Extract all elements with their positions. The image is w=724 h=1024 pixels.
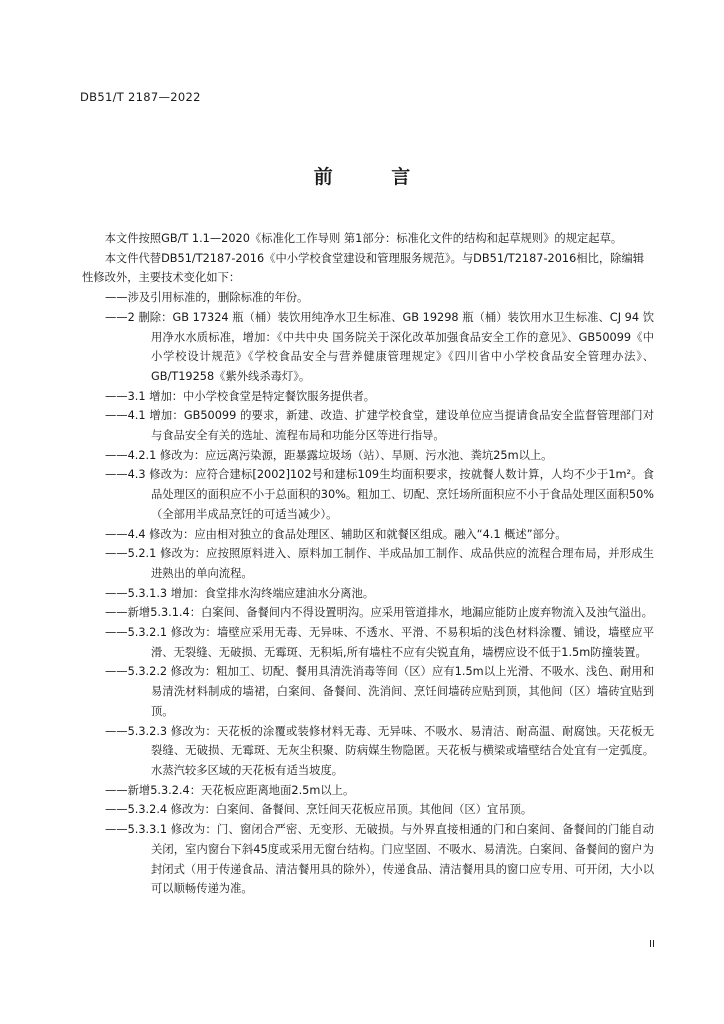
change-list-item: ——涉及引用标准的，删除标准的年份。 [105,291,309,305]
change-list-item: ——5.3.2.2 修改为：粗加工、切配、餐用具清洗消毒等间（区）应有1.5m以上光滑、不吸水、浅色、耐用和易清洗材料制成的墙裙，白案间、备餐间、洗消间、烹饪间墙砖应贴到顶，其他间（区）墙砖宜贴到顶。 [105,665,654,718]
preface-body [82,229,654,899]
document-code: DB51/T 2187—2022 [80,90,201,104]
change-list-item: ——5.3.3.1 修改为：门、窗闭合严密、无变形、无破损。与外界直接相通的门和白案间、备餐间的门能自动关闭，室内窗台下斜45度或采用无窗台结构。门应坚固、不吸水、易清洗。白案间、备餐间的窗户为封闭式（用于传递食品、清洁餐用具的除外），传递食品、清洁餐用具的窗口应专用、可开闭，大小以可以顺畅传递为准。 [105,823,654,896]
paragraph: 本文件代替DB51/T2187-2016《中小学校食堂建设和管理服务规范》。与DB51/T2187-2016相比，除编辑性修改外，主要技术变化如下： [82,251,645,285]
page-number: II [649,939,655,950]
change-list-item: ——5.3.1.3 增加：食堂排水沟终端应建油水分离池。 [105,586,375,600]
change-list-item: ——4.1 增加：GB50099 的要求，新建、改造、扩建学校食堂，建设单位应当提请食品安全监督管理部门对与食品安全有关的选址、流程布局和功能分区等进行指导。 [105,409,654,443]
change-list-item: ——5.2.1 修改为：应按照原料进入、原料加工制作、半成品加工制作、成品供应的流程合理布局，并形成生进熟出的单向流程。 [105,547,654,580]
page-title: 前 言 [313,166,437,188]
change-list-item: ——新增5.3.1.4：白案间、备餐间内不得设置明沟。应采用管道排水，地漏应能防止废弃物流入及浊气溢出。 [105,606,653,620]
change-list-item: ——5.3.2.1 修改为：墙壁应采用无毒、无异味、不透水、平滑、不易积垢的浅色材料涂覆、铺设，墙壁应平滑、无裂缝、无破损、无霉斑、无积垢,所有墙柱不应有尖锐直角，墙楞应设不低于1.5m防撞装置。 [105,626,654,659]
change-list-item: ——4.2.1 修改为：应远离污染源，距暴露垃圾场（站）、旱厕、污水池、粪坑25m以上。 [105,448,553,462]
change-list-item: ——5.3.2.3 修改为：天花板的涂覆或装修材料无毒、无异味、不吸水、易清洁、耐高温、耐腐蚀。天花板无裂缝、无破损、无霉斑、无灰尘积聚、防病媒生物隐匿。天花板与横梁或墙壁结合处宜有一定弧度。水蒸汽较多区域的天花板有适当坡度。 [105,724,654,777]
paragraph: 本文件按照GB/T 1.1—2020《标准化工作导则 第1部分：标准化文件的结构和起草规则》的规定起草。 [104,232,623,245]
change-list-item: ——5.3.2.4 修改为：白案间、备餐间、烹饪间天花板应吊顶。其他间（区）宜吊顶。 [105,803,533,817]
change-list-item: ——4.4 修改为：应由相对独立的食品处理区、辅助区和就餐区组成。融入“4.1 概述”部分。 [105,527,567,541]
change-list-item: ——2 删除：GB 17324 瓶（桶）装饮用纯净水卫生标准、GB 19298 瓶（桶）装饮用水卫生标准、CJ 94 饮用净水水质标准，增加：《中共中央 国务院关于深化改革加强食品安全工作的意见》、GB50099《中小学校设计规范》《学校食品安全与营养健康管理规定》《四川省中小学校食品安全管理办法》、GB/T19258《紫外线杀毒灯》。 [105,310,654,383]
change-list [82,288,654,899]
change-list-item: ——3.1 增加：中小学校食堂是特定餐饮服务提供者。 [105,389,376,403]
change-list-item: ——新增5.3.2.4：天花板应距离地面2.5m以上。 [105,783,355,797]
change-list-item: ——4.3 修改为：应符合建标[2002]102号和建标109生均面积要求，按就餐人数计算，人均不少于1m²。食品处理区的面积应不小于总面积的30%。粗加工、切配、烹饪场所面积应不小于食品处理区面积50%（全部用半成品烹饪的可适当减少）。 [105,468,654,521]
